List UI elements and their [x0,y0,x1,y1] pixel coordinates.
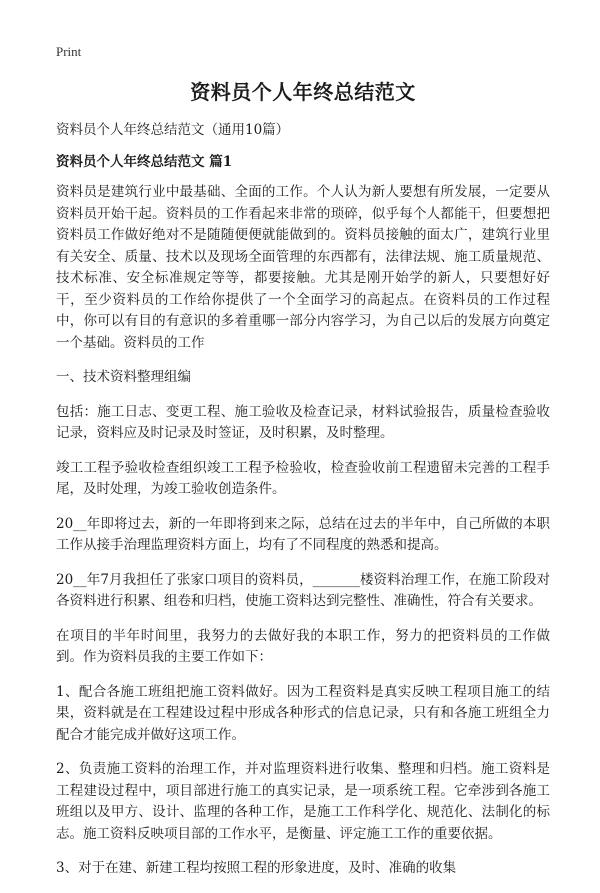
document-subtitle: 资料员个人年终总结范文（通用10篇） [56,122,290,138]
paragraph-duty-1: 1、配合各施工班组把施工资料做好。因为工程资料是真实反映工程项目施工的结果，资料就是在工程建设过程中形成各种形式的信息记录，只有和各施工班组全力配合才能完成并做好这项工作。 [56,683,550,743]
paragraph-acceptance: 竣工工程予验收检查组织竣工工程予检验收，检查验收前工程遗留未完善的工程手尾，及时处理，为竣工验收创造条件。 [56,459,550,497]
document-title: 资料员个人年终总结范文 [190,80,416,104]
paragraph-item-heading: 一、技术资料整理组编 [56,369,191,385]
section-heading: 资料员个人年终总结范文 篇1 [56,154,233,170]
paragraph-duty-3: 3、对于在建、新建工程均按照工程的形象进度，及时、准确的收集 [56,860,457,876]
print-link[interactable]: Print [56,44,82,59]
document-body [56,78,550,893]
paragraph-intro: 资料员是建筑行业中最基础、全面的工作。个人认为新人要想有所发展，一定要从资料员开始干起。资料员的工作看起来非常的琐碎，似乎每个人都能干，但要想把资料员工作做好绝对不是随随便便就能做到的。资料员接触的面太广，建筑行业里有关安全、质量、技术以及现场全面管理的东西都有，法律法规、施工质量规范、技术标准、安全标准规定等等，都要接触。尤其是刚开始学的新人，只要想好好干，至少资料员的工作给你提供了一个全面学习的高起点。在资料员的工作过程中，你可以有目的有意识的多着重哪一部分内容学习，为自己以后的发展方向奠定一个基础。资料员的工作 [56,184,550,351]
paragraph-contents: 包括：施工日志、变更工程、施工验收及检查记录，材料试验报告，质量检查验收记录，资料应及时记录及时签证，及时积累，及时整理。 [56,403,550,441]
paragraph-duty-2: 2、负责施工资料的治理工作，并对监理资料进行收集、整理和归档。施工资料是工程建设过程中，项目部进行施工的真实记录，是一项系统工程。它牵涉到各施工班组以及甲方、设计、监理的各种工作，是施工工作科学化、规范化、法制化的标志。施工资料反映项目部的工作水平，是衡量、评定施工工作的重要依据。 [56,761,550,842]
paragraph-duties-intro: 在项目的半年时间里，我努力的去做好我的本职工作，努力的把资料员的工作做到。作为资料员我的主要工作如下： [56,627,550,665]
paragraph-project-role: 20__年7月我担任了张家口项目的资料员，_______楼资料治理工作，在施工阶段对各资料进行积累、组卷和归档，使施工资料达到完整性、准确性，符合有关要求。 [56,571,550,609]
paragraph-year-summary: 20__年即将过去，新的一年即将到来之际，总结在过去的半年中，自己所做的本职工作从接手治理监理资料方面上，均有了不同程度的熟悉和提高。 [56,515,550,553]
